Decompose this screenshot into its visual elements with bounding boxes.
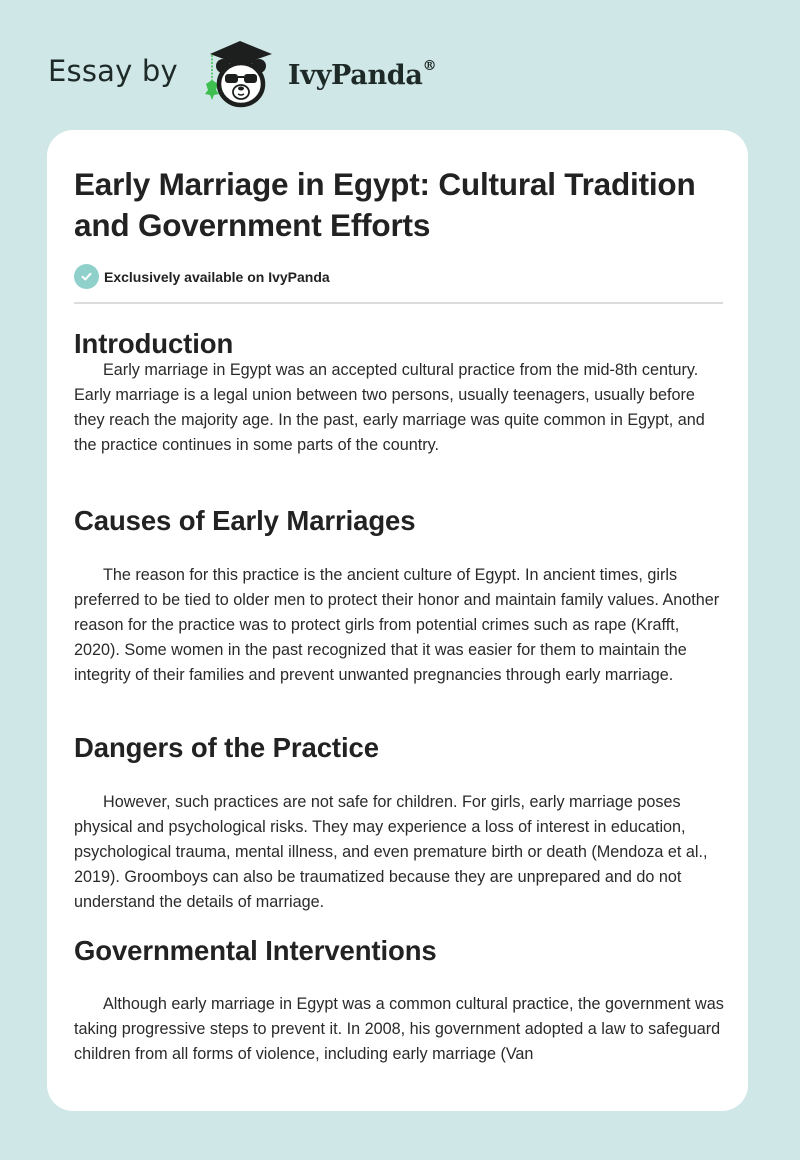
section-heading-government: Governmental Interventions	[74, 935, 437, 966]
section-heading-causes: Causes of Early Marriages	[74, 505, 416, 536]
check-circle-icon	[74, 264, 99, 289]
brand-name[interactable]	[287, 57, 437, 91]
site-header	[48, 36, 436, 110]
exclusive-badge-text: Exclusively available on IvyPanda	[104, 268, 330, 285]
section-paragraph-dangers: However, such practices are not safe for children. For girls, early marriage poses physical and psychological risks. They may experience a loss of interest in education, psychological trauma, mental illness, and even premature birth or death (Mendoza et al., 2019). Groomboys can also be traumatized because they are unprepared and do not understand the details of marriage.	[74, 793, 708, 912]
section-paragraph-government: Although early marriage in Egypt was a common cultural practice, the government was taking progressive steps to prevent it. In 2008, his government adopted a law to safeguard children from all forms of violence, including early marriage (Van	[74, 995, 724, 1064]
section-paragraph-causes: The reason for this practice is the ancient culture of Egypt. In ancient times, girls preferred to be tied to older men to protect their honor and maintain family values. Another reason for the practice was to protect girls from potential crimes such as rape (Krafft, 2020). Some women in the past recognized that it was easier for them to maintain the integrity of their families and prevent unwanted pregnancies through early marriage.	[74, 566, 720, 685]
essay-card	[47, 130, 748, 1111]
registered-mark: ®	[422, 57, 437, 74]
section-paragraph-introduction: Early marriage in Egypt was an accepted cultural practice from the mid-8th century. Early marriage is a legal union between two persons, usually teenagers, usually before they reach the majority age. In the past, early marriage was quite common in Egypt, and the practice continues in some parts of the country.	[74, 361, 705, 455]
section-heading-introduction: Introduction	[74, 328, 234, 359]
panda-graduation-cap-logo-icon[interactable]	[196, 36, 282, 110]
exclusive-badge	[74, 263, 330, 290]
title-divider	[74, 302, 723, 304]
essay-by-label: Essay by	[48, 54, 178, 88]
brand-name-text: IvyPanda	[287, 59, 423, 91]
section-heading-dangers: Dangers of the Practice	[74, 732, 379, 763]
page-title: Early Marriage in Egypt: Cultural Tradition and Government Efforts	[74, 166, 696, 243]
